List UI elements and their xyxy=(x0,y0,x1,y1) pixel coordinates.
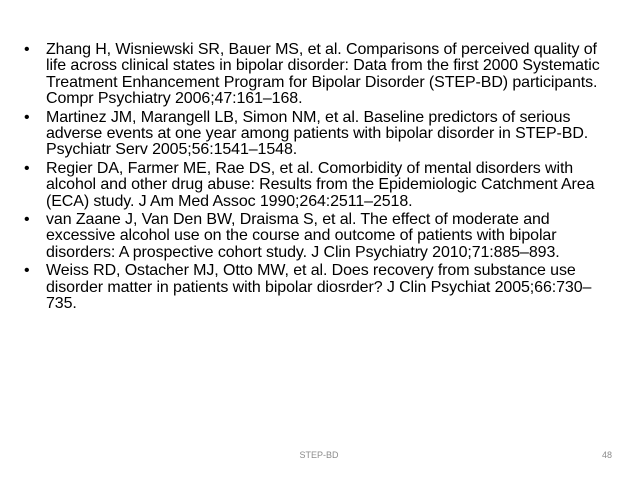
page-number: 48 xyxy=(601,450,612,460)
bullet-icon: • xyxy=(24,108,30,126)
reference-item xyxy=(24,161,612,210)
reference-item xyxy=(24,110,612,159)
reference-item xyxy=(24,263,612,312)
bullet-icon: • xyxy=(24,211,30,229)
reference-text: Weiss RD, Ostacher MJ, Otto MW, et al. Does recovery from substance use disorder matter in patients with bipolar diosrder? J Clin Psychiat 2005;66:730–735. xyxy=(46,262,592,313)
bullet-icon: • xyxy=(24,41,30,58)
reference-text: Zhang H, Wisniewski SR, Bauer MS, et al. Comparisons of perceived quality of life across clinical states in bipolar disorder: Data from the first 2000 Systematic Treatment Enhancement Program for Bipolar Disorder (STEP-BD) participants. Compr Psychiatry 2006;47:161–168. xyxy=(46,41,600,108)
bullet-icon: • xyxy=(24,262,30,280)
bullet-icon: • xyxy=(24,159,30,177)
reference-list xyxy=(24,42,612,315)
reference-text: Martinez JM, Marangell LB, Simon NM, et al. Baseline predictors of serious adverse events at one year among patients with bipolar disorder in STEP-BD. Psychiatr Serv 2005;56:1541–1548. xyxy=(46,108,589,159)
reference-text: van Zaane J, Van Den BW, Draisma S, et al. The effect of moderate and excessive alcohol use on the course and outcome of patients with bipolar disorders: A prospective cohort study. J Clin Psychiatry 2010;71:885–893. xyxy=(46,211,560,261)
reference-item xyxy=(24,42,612,108)
reference-item xyxy=(24,212,612,261)
footer-title: STEP-BD xyxy=(299,450,339,460)
reference-text: Regier DA, Farmer ME, Rae DS, et al. Comorbidity of mental disorders with alcohol and other drug abuse: Results from the Epidemiologic Catchment Area (ECA) study. J Am Med Assoc 1990;264:2511–2518. xyxy=(46,159,595,210)
